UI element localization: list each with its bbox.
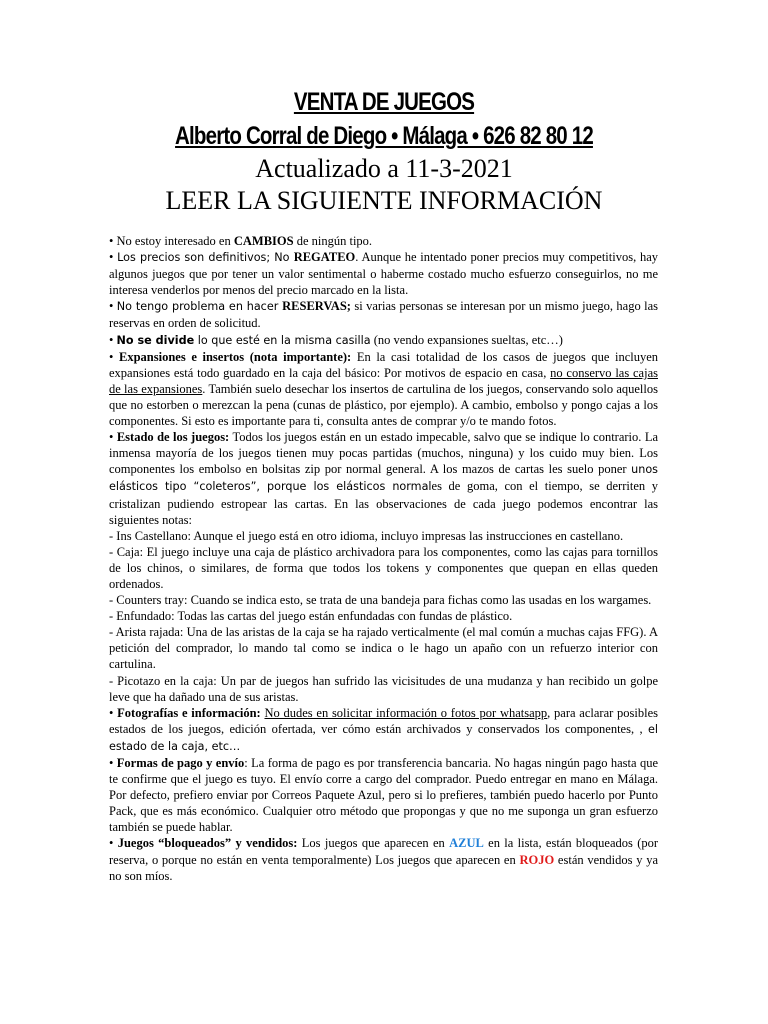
text: si varias personas se interesan por un mismo juego, hago las reservas en orden de solicitud.	[109, 299, 659, 331]
text-underlined: No dudes en solicitar información o fotos por whatsapp	[264, 705, 548, 720]
bullet: •	[109, 250, 114, 265]
text-bold: RESERVAS;	[282, 299, 351, 314]
note-counters-tray: - Counters tray: Cuando se indica esto, se trata de una bandeja para fichas como las usadas en los wargames.	[109, 593, 652, 608]
text: lo que esté en la misma casilla	[194, 333, 371, 347]
paragraph-blocked-sold	[109, 835, 658, 883]
text: unos elásticos tipo “coleteros”, porque los elásticos normal	[109, 463, 658, 494]
text-bold: Juegos “bloqueados” y vendidos:	[117, 836, 298, 851]
text: Todos los juegos están en un estado impecable, salvo que se indique lo contrario. La inmensa mayoría de los juegos tienen muy pocas partidas (muchos, ninguna) y los cuido muy bien. Los componentes los embolso en bolsitas zip por normal general. A los mazos de cartas les suelo poner	[109, 430, 659, 477]
text-underlined: no conservo las cajas de las expansiones	[109, 365, 658, 396]
note-arista-rajada: - Arista rajada: Una de las aristas de la caja se ha rajado verticalmente (el mal común a muchas cajas FFG). A petición del comprador, lo mando tal como se indica o le hago un apaño con un refuerzo interior con cartulina.	[109, 625, 658, 672]
text: en la lista, están bloqueados (por reserva, o porque no están en venta temporalmente) Los juegos que aparecen en	[109, 836, 659, 867]
text: es de goma, con el tiempo, se derriten y cristalizan pudiendo estropear las cartas. En las observaciones de cada juego podemos encontrar las siguientes notas:	[109, 479, 658, 527]
text-bold: Fotografías e información:	[117, 705, 261, 720]
text-bold: CAMBIOS	[233, 234, 294, 248]
bullet: •	[109, 332, 114, 347]
text-bold: REGATEO	[293, 250, 356, 265]
paragraph-expansions	[109, 349, 658, 429]
read-notice: LEER LA SIGUIENTE INFORMACIÓN	[165, 186, 603, 215]
text: están vendidos y ya no son míos.	[109, 852, 658, 883]
paragraph-no-divide	[109, 332, 658, 349]
text: . Aunque he intentado poner precios muy competitivos, hay algunos juegos que por tener un valor sentimental o haberme costado mucho esfuerzo conseguirlos, no me interesa venderlos por menos del precio marcado en la lista.	[109, 250, 658, 298]
note-picotazo: - Picotazo en la caja: Un par de juegos han sufrido las vicisitudes de una mudanza y han recibido un golpe leve que ha dañado una de sus aristas.	[109, 673, 658, 704]
bullet: •	[109, 705, 114, 720]
seller-contact: Alberto Corral de Diego • Málaga • 626 82 80 12	[175, 122, 593, 150]
text: En la casi totalidad de los casos de juegos que incluyen expansiones está todo guardado en la caja del básico: Por motivos de espacio en casa,	[109, 349, 659, 380]
text-bold: Formas de pago y envío	[116, 756, 245, 770]
text: Los precios son definitivos; No	[117, 251, 294, 265]
status-red-label: ROJO	[519, 852, 555, 867]
text: (no vendo expansiones sueltas, etc…)	[370, 332, 563, 347]
text: . También suelo desechar los insertos de cartulina de los juegos, conservando solo aquellos que no estorben o merezcan la pena (cunas de plástico, por ejemplo). A cambio, embolso y pongo cajas a los componentes. Si esto es importante para ti, consulta antes de comprar y/o te mando fotos.	[109, 381, 658, 429]
paragraph-photos	[109, 705, 658, 755]
paragraph-payment-shipping	[109, 755, 658, 835]
bullet: •	[109, 430, 114, 445]
note-enfundado: - Enfundado: Todas las cartas del juego están enfundadas con fundas de plástico.	[109, 609, 513, 624]
paragraph-condition	[109, 429, 658, 528]
text-bold: Expansiones e insertos (nota importante):	[119, 349, 352, 364]
text: de ningún tipo.	[293, 234, 373, 248]
text: : La forma de pago es por transferencia bancaria. No hagas ningún pago hasta que te confirme que el juego es tuyo. El envío corre a cargo del comprador. Puedo entregar en mano en Málaga. Por defecto, prefiero enviar por Correos Paquete Azul, pero si lo prefieres, también puedo hacerlo por Punto Pack, que es más económico. Cualquier otro método que propongas y que no me suponga un gran esfuerzo también se puede hablar.	[109, 756, 659, 835]
note-caja: - Caja: El juego incluye una caja de plástico archivadora para los componentes, como las cajas para tornillos de los chinos, o similares, de forma que todos los tokens y componentes que quepan en ellas queden ordenados.	[109, 544, 658, 591]
text: el estado de la caja, etc…	[109, 722, 658, 753]
note-ins-castellano: - Ins Castellano: Aunque el juego está en otro idioma, incluyo impresas las instrucciones en castellano.	[109, 528, 624, 543]
bullet: •	[109, 234, 114, 248]
paragraph-reservations	[109, 298, 658, 331]
bullet: •	[109, 756, 114, 770]
status-blue-label: AZUL	[449, 836, 484, 851]
bullet: •	[109, 836, 114, 851]
text-bold: Estado de los juegos:	[116, 430, 230, 445]
paragraph-prices	[109, 249, 658, 298]
document-title: VENTA DE JUEGOS	[293, 88, 475, 116]
document-body	[109, 233, 658, 884]
text: Los juegos que aparecen en	[297, 836, 450, 851]
text: , para aclarar posibles estados de los juegos, edición ofertada, ver cómo están archivados y conservados los componentes, ,	[109, 705, 659, 736]
text-bold: No se divide	[116, 333, 195, 347]
bullet: •	[109, 299, 114, 314]
paragraph-no-exchanges	[109, 233, 658, 249]
bullet: •	[109, 349, 114, 364]
text: No estoy interesado en	[116, 234, 234, 248]
text: No tengo problema en hacer	[116, 300, 283, 314]
updated-date: Actualizado a 11-3-2021	[255, 154, 513, 183]
